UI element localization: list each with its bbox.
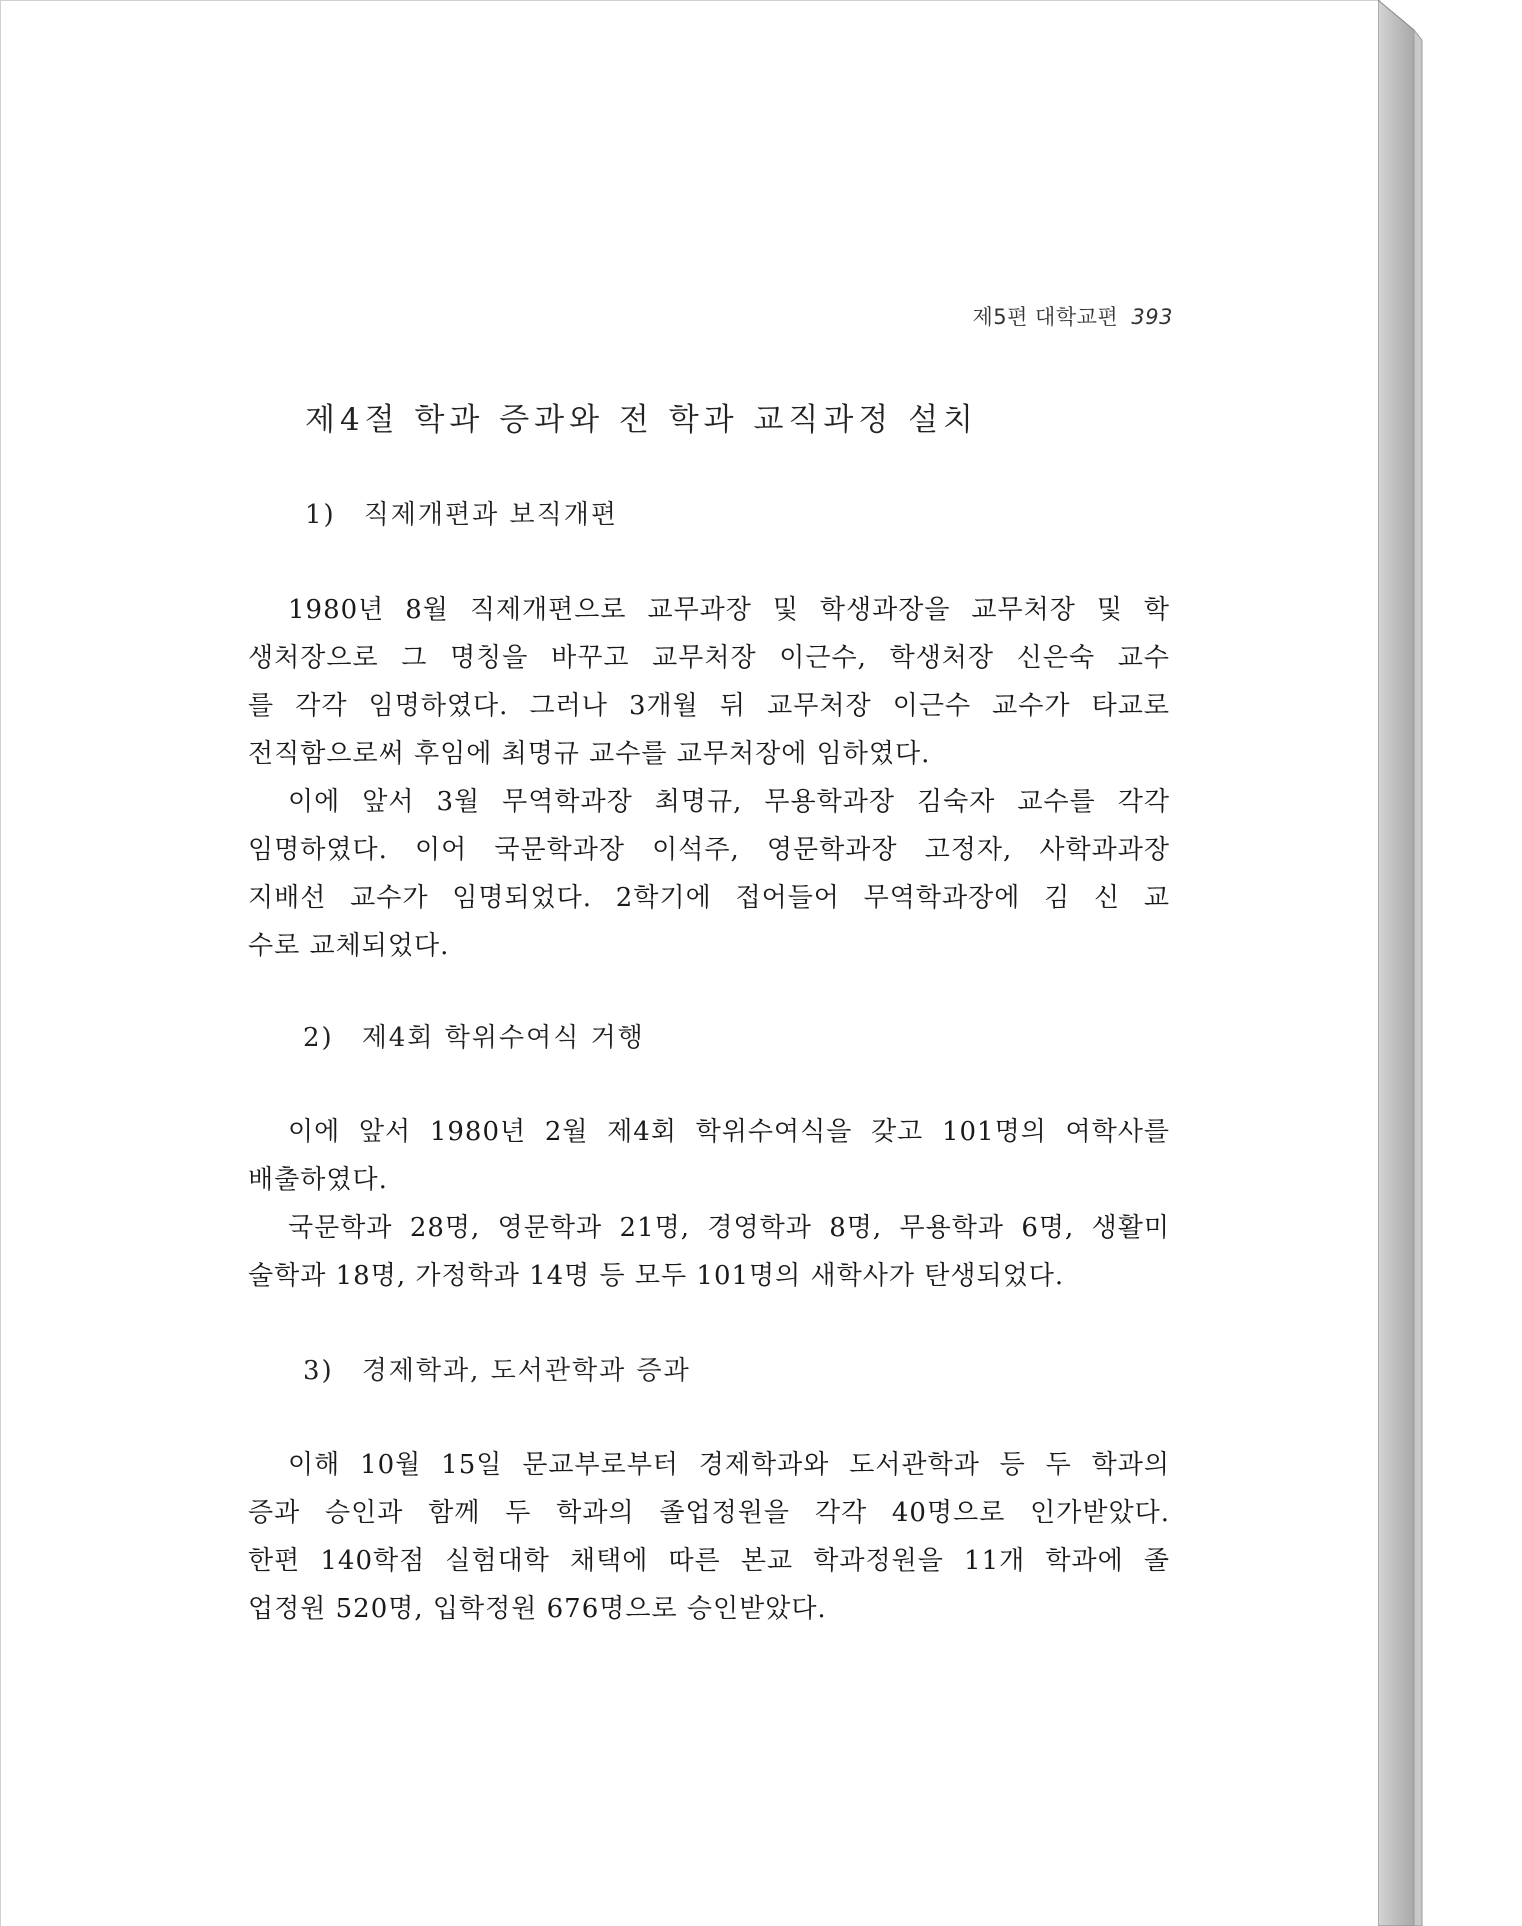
section-heading-2 bbox=[303, 1017, 645, 1054]
text-line: 이에 앞서 1980년 2월 제4회 학위수여식을 갖고 101명의 여학사를 bbox=[288, 1117, 1170, 1147]
text-line: 업정원 520명, 입학정원 676명으로 승인받았다. bbox=[248, 1594, 827, 1624]
running-head bbox=[1, 301, 1173, 331]
section-heading-3 bbox=[303, 1350, 691, 1387]
paragraph-3 bbox=[248, 1441, 1170, 1633]
text-line: 이에 앞서 3월 무역학과장 최명규, 무용학과장 김숙자 교수를 각각 bbox=[288, 787, 1170, 817]
text-line: 배출하였다. bbox=[248, 1165, 388, 1195]
chapter-title: 제4절 학과 증과와 전 학과 교직과정 설치 bbox=[305, 402, 978, 438]
paragraph-1 bbox=[248, 586, 1170, 970]
page-number: 393 bbox=[1131, 305, 1173, 329]
text-line: 생처장으로 그 명칭을 바꾸고 교무처장 이근수, 학생처장 신은숙 교수 bbox=[248, 643, 1170, 673]
text-line: 술학과 18명, 가정학과 14명 등 모두 101명의 새학사가 탄생되었다. bbox=[248, 1261, 1065, 1291]
section-title: 제4회 학위수여식 거행 bbox=[361, 1023, 645, 1053]
text-line: 증과 승인과 함께 두 학과의 졸업정원을 각각 40명으로 인가받았다. bbox=[248, 1498, 1170, 1528]
text-line: 수로 교체되었다. bbox=[248, 931, 450, 961]
section-title: 경제학과, 도서관학과 증과 bbox=[361, 1356, 691, 1386]
text-line: 1980년 8월 직제개편으로 교무과장 및 학생과장을 교무처장 및 학 bbox=[288, 595, 1170, 625]
section-heading-1 bbox=[305, 494, 618, 531]
text-line: 전직함으로써 후임에 최명규 교수를 교무처장에 임하였다. bbox=[248, 739, 931, 769]
paragraph-2 bbox=[248, 1108, 1170, 1300]
section-title: 직제개편과 보직개편 bbox=[363, 500, 618, 530]
section-number: 1) bbox=[305, 500, 336, 530]
page-stack-edge bbox=[1378, 0, 1522, 1926]
text-line: 이해 10월 15일 문교부로부터 경제학과와 도서관학과 등 두 학과의 bbox=[288, 1450, 1170, 1480]
text-line: 임명하였다. 이어 국문학과장 이석주, 영문학과장 고정자, 사학과과장 bbox=[248, 835, 1170, 865]
running-head-section: 제5편 대학교편 bbox=[972, 305, 1119, 329]
text-line: 국문학과 28명, 영문학과 21명, 경영학과 8명, 무용학과 6명, 생활미 bbox=[288, 1213, 1170, 1243]
text-line: 를 각각 임명하였다. 그러나 3개월 뒤 교무처장 이근수 교수가 타교로 bbox=[248, 691, 1170, 721]
section-number: 2) bbox=[303, 1023, 334, 1053]
section-number: 3) bbox=[303, 1356, 334, 1386]
text-line: 한편 140학점 실험대학 채택에 따른 본교 학과정원을 11개 학과에 졸 bbox=[248, 1546, 1170, 1576]
text-line: 지배선 교수가 임명되었다. 2학기에 접어들어 무역학과장에 김 신 교 bbox=[248, 883, 1170, 913]
